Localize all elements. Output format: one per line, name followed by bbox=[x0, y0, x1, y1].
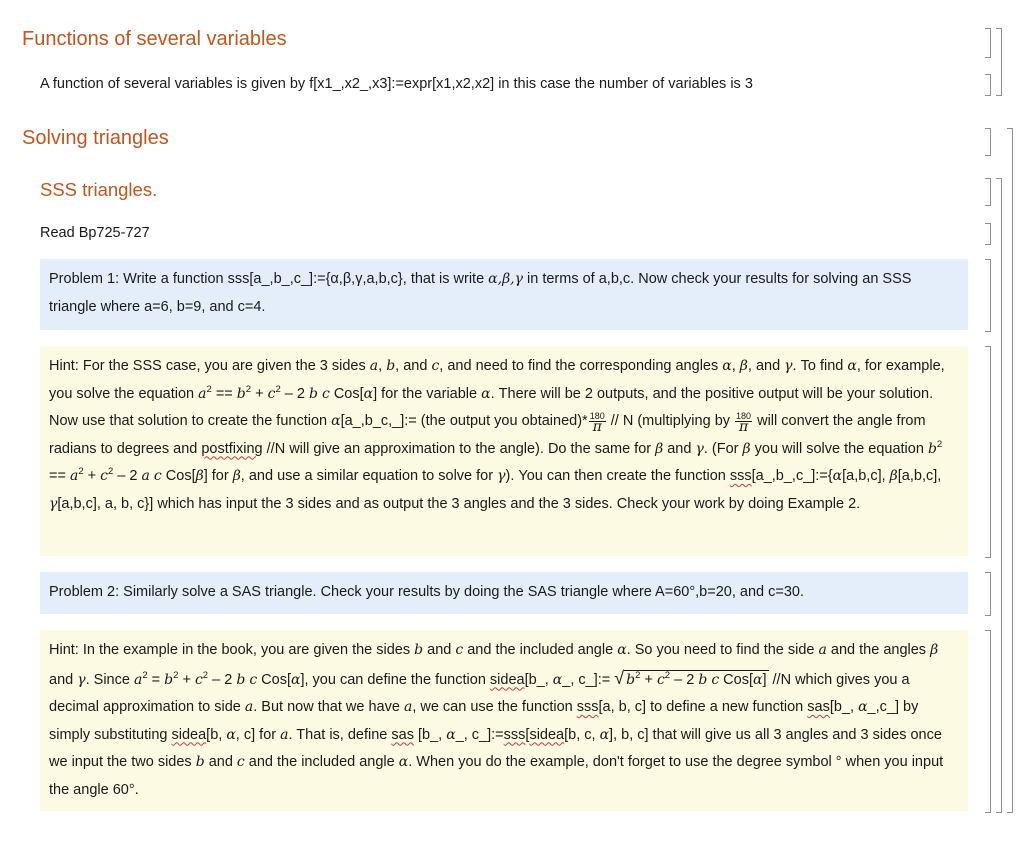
var-b: b bbox=[195, 754, 205, 770]
spellcheck-word: sidea bbox=[171, 726, 207, 743]
var-a: a bbox=[69, 468, 79, 484]
law-of-cosines-eq-3 bbox=[133, 669, 305, 688]
text: . So you need to find the side bbox=[626, 642, 819, 658]
text: ], b, c] that will give us all 3 angles and 3 sides once we input the two sides bbox=[49, 726, 942, 770]
var-beta: β bbox=[195, 468, 204, 484]
var-alpha: α bbox=[722, 358, 732, 374]
spellcheck-word: sas bbox=[807, 699, 830, 715]
hint-2-cell[interactable] bbox=[40, 630, 968, 811]
var-b: b bbox=[386, 358, 396, 374]
var-b: b bbox=[414, 642, 424, 658]
var-gamma: γ bbox=[695, 440, 704, 457]
var-c: c bbox=[153, 468, 162, 484]
cell-bracket[interactable] bbox=[985, 346, 991, 558]
var-beta: β bbox=[739, 358, 748, 374]
var-gamma: γ bbox=[784, 358, 793, 374]
spellcheck-word: sss bbox=[576, 699, 599, 715]
op: == bbox=[49, 468, 70, 484]
text: and the included angle bbox=[463, 642, 618, 658]
var-alpha: α bbox=[599, 726, 610, 743]
cell-bracket[interactable] bbox=[985, 74, 991, 96]
frac-den: π bbox=[738, 419, 749, 435]
sqrt-expression bbox=[624, 670, 768, 689]
op: – 2 bbox=[280, 385, 309, 402]
group-bracket[interactable] bbox=[996, 28, 1002, 96]
text: and bbox=[204, 754, 237, 770]
op: Cos[ bbox=[329, 385, 364, 402]
text: for the variable bbox=[377, 385, 482, 402]
cell-bracket[interactable] bbox=[985, 223, 991, 245]
text: , you can define the function bbox=[304, 671, 490, 688]
section-title-triangles: Solving triangles bbox=[22, 127, 169, 149]
op: – 2 bbox=[208, 671, 237, 688]
exp: 2 bbox=[936, 438, 943, 450]
text: . (For bbox=[703, 440, 743, 457]
text: will convert the angle from radians to degrees and bbox=[49, 413, 926, 457]
var-b: b bbox=[626, 671, 636, 688]
text: [b, c, bbox=[564, 726, 600, 743]
text: _,c_] by simply substituting bbox=[49, 699, 919, 743]
hint-1-cell[interactable] bbox=[40, 346, 968, 556]
op: – 2 bbox=[670, 671, 699, 688]
var-c: c bbox=[656, 671, 665, 688]
op: ] bbox=[300, 671, 305, 688]
problem-1-cell[interactable] bbox=[40, 259, 968, 330]
fraction-180-pi bbox=[589, 411, 606, 435]
text: [b_, bbox=[829, 699, 859, 715]
var-alpha: α bbox=[858, 699, 868, 715]
var-b: b bbox=[927, 440, 937, 457]
var-beta: β bbox=[655, 440, 664, 457]
frac-num: 180 bbox=[736, 411, 752, 421]
var-c: c bbox=[711, 671, 720, 688]
subsection-title-sss: SSS triangles. bbox=[40, 179, 158, 200]
fraction-180-pi bbox=[735, 411, 752, 435]
problem-1-text-end: in terms of a,b,c. Now check your results for solving an SSS triangle where a=6, b=9, and c=4. bbox=[49, 271, 912, 315]
op: + bbox=[83, 468, 101, 484]
functions-description: A function of several variables is given by f[x1_,x2_,x3]:=expr[x1,x2,x2] in this case the number of variables is 3 bbox=[40, 76, 753, 92]
cell-bracket-gutter bbox=[985, 0, 1024, 841]
cell-bracket[interactable] bbox=[985, 28, 991, 58]
var-a: a bbox=[244, 699, 254, 715]
text: . There will be 2 outputs, and the positive output will be your solution. Now use that solution to create the function bbox=[49, 385, 934, 429]
op: + bbox=[251, 385, 268, 402]
text: , and use a similar equation to solve for bbox=[240, 468, 498, 484]
var-gamma: γ bbox=[49, 495, 58, 512]
exp: 2 bbox=[664, 669, 671, 681]
exp: 2 bbox=[142, 669, 148, 681]
frac-num: 180 bbox=[589, 411, 605, 421]
var-beta: β bbox=[889, 468, 898, 484]
cell-bracket[interactable] bbox=[985, 572, 991, 616]
section-title-functions: Functions of several variables bbox=[22, 28, 287, 50]
text: and bbox=[663, 440, 696, 457]
var-alpha: α bbox=[617, 642, 627, 658]
op: + bbox=[640, 671, 657, 688]
var-c: c bbox=[455, 642, 464, 658]
exp: 2 bbox=[275, 383, 281, 395]
var-a: a bbox=[818, 642, 827, 658]
var-gamma: γ bbox=[77, 671, 86, 688]
var-alpha: α bbox=[291, 671, 301, 688]
cell-bracket[interactable] bbox=[985, 259, 991, 332]
text: [b_, bbox=[413, 726, 447, 743]
op: Cos[ bbox=[257, 671, 291, 688]
var-a: a bbox=[369, 358, 379, 374]
var-alpha: α bbox=[331, 413, 341, 429]
var-a: a bbox=[403, 699, 413, 715]
op: Cos[ bbox=[719, 671, 753, 688]
text: [b, bbox=[206, 726, 227, 743]
text: _, c_]:= bbox=[562, 671, 615, 688]
text: and bbox=[49, 671, 78, 688]
var-b: b bbox=[164, 671, 174, 688]
op: == bbox=[211, 385, 237, 402]
text: , c] for bbox=[235, 726, 281, 743]
cell-bracket[interactable] bbox=[985, 128, 991, 156]
text: , and bbox=[747, 358, 785, 374]
var-c: c bbox=[194, 671, 203, 688]
text: , bbox=[378, 358, 387, 374]
var-c: c bbox=[431, 358, 440, 374]
spellcheck-word: sss bbox=[503, 726, 526, 743]
text: //N which gives you a decimal approximation to side bbox=[49, 671, 910, 715]
group-bracket[interactable] bbox=[996, 178, 1002, 813]
var-alpha: α bbox=[363, 385, 374, 402]
op: Cos[ bbox=[161, 468, 196, 484]
text: for bbox=[207, 468, 233, 484]
text: . That is, define bbox=[288, 726, 392, 743]
op: ] bbox=[762, 671, 767, 688]
var-a: a bbox=[133, 671, 143, 688]
var-c: c bbox=[267, 385, 276, 402]
text: . When you do the example, don't forget to use the degree symbol ° when you input the angle 60°. bbox=[49, 754, 944, 798]
text: [b_, bbox=[524, 671, 553, 688]
text: //N will give an approximation to the angle). Do the same for bbox=[262, 440, 656, 457]
problem-1-greek: α,β,γ bbox=[488, 271, 523, 287]
var-alpha: α bbox=[847, 358, 857, 374]
var-b: b bbox=[236, 671, 246, 688]
hint-1-text: Hint: For the SSS case, you are given the 3 sides bbox=[49, 358, 370, 374]
cell-bracket[interactable] bbox=[985, 630, 991, 813]
spellcheck-word: sidea bbox=[529, 726, 565, 743]
spellcheck-word: postfixing bbox=[201, 440, 263, 457]
spellcheck-word: sss bbox=[729, 468, 752, 484]
text: you will solve the equation bbox=[750, 440, 928, 457]
law-of-cosines-eq bbox=[198, 383, 378, 402]
op: ] bbox=[203, 468, 208, 484]
problem-1-text: Problem 1: Write a function sss[a_,b_,c_]:={α,β,γ,a,b,c}, that is write bbox=[49, 271, 489, 287]
text: [a,b,c], bbox=[897, 468, 942, 484]
exp: 2 bbox=[635, 669, 641, 681]
hint-2-text: Hint: In the example in the book, you are given the sides bbox=[49, 642, 415, 658]
sqrt-icon: √ bbox=[614, 667, 625, 688]
spellcheck-word: sidea bbox=[489, 671, 525, 688]
frac-den: π bbox=[592, 419, 602, 435]
var-a: a bbox=[280, 726, 289, 743]
var-alpha: α bbox=[552, 671, 563, 688]
exp: 2 bbox=[78, 466, 84, 477]
var-a: a bbox=[141, 468, 150, 484]
op: = bbox=[147, 671, 165, 688]
text: [a,b,c], bbox=[842, 468, 890, 484]
var-alpha: α bbox=[226, 726, 236, 743]
text: and the angles bbox=[826, 642, 931, 658]
problem-2-text: Problem 2: Similarly solve a SAS triangle. Check your results by doing the SAS triangle where A=60°,b=20, and c=30. bbox=[49, 584, 804, 600]
var-c: c bbox=[249, 671, 258, 688]
text: . But now that we have bbox=[253, 699, 404, 715]
text: [a,b,c], a, b, c}] which has input the 3 sides and as output the 3 angles and the 3 sides. Check your work by doing Example 2. bbox=[57, 495, 861, 512]
text: , bbox=[731, 358, 740, 374]
exp: 2 bbox=[245, 383, 252, 395]
text: [a_,b_c,_]:= (the output you obtained)* bbox=[340, 413, 588, 429]
text: , and need to find the corresponding angles bbox=[439, 358, 723, 374]
text: , we can use the function bbox=[412, 699, 577, 715]
cell-bracket[interactable] bbox=[985, 178, 991, 206]
exp: 2 bbox=[202, 669, 209, 681]
op: + bbox=[178, 671, 195, 688]
var-alpha: α bbox=[481, 385, 491, 402]
text: . Since bbox=[85, 671, 134, 688]
var-beta: β bbox=[232, 468, 241, 484]
text: , and bbox=[395, 358, 432, 374]
var-a: a bbox=[198, 385, 207, 402]
op: – 2 bbox=[113, 468, 142, 484]
var-c: c bbox=[236, 754, 245, 770]
var-b: b bbox=[308, 385, 318, 402]
text: . To find bbox=[792, 358, 848, 374]
text: [a_,b_,c_]:={ bbox=[751, 468, 833, 484]
var-b: b bbox=[236, 385, 246, 402]
text: ). You can then create the function bbox=[505, 468, 730, 484]
var-alpha: α bbox=[832, 468, 843, 484]
text: [a, b, c] to define a new function bbox=[598, 699, 808, 715]
var-alpha: α bbox=[446, 726, 456, 743]
exp: 2 bbox=[173, 669, 179, 681]
var-c: c bbox=[321, 385, 330, 402]
problem-2-cell[interactable] bbox=[40, 572, 968, 614]
group-bracket[interactable] bbox=[1007, 128, 1013, 813]
text: _, c_]:= bbox=[455, 726, 504, 743]
var-beta: β bbox=[742, 440, 751, 457]
spellcheck-word: sas bbox=[391, 726, 414, 743]
exp: 2 bbox=[206, 383, 212, 395]
text: , for example, you solve the equation bbox=[49, 358, 945, 402]
op: ] bbox=[373, 385, 378, 402]
var-beta: β bbox=[930, 642, 939, 658]
var-alpha: α bbox=[753, 671, 763, 688]
text: and the included angle bbox=[244, 754, 399, 770]
var-alpha: α bbox=[398, 754, 409, 770]
var-b: b bbox=[698, 671, 708, 688]
var-c: c bbox=[100, 468, 108, 484]
text: [ bbox=[525, 726, 530, 743]
text: // N (multiplying by bbox=[606, 413, 735, 429]
exp: 2 bbox=[108, 466, 114, 477]
var-gamma: γ bbox=[497, 468, 506, 484]
read-reference: Read Bp725-727 bbox=[40, 225, 150, 241]
text: and bbox=[423, 642, 456, 658]
